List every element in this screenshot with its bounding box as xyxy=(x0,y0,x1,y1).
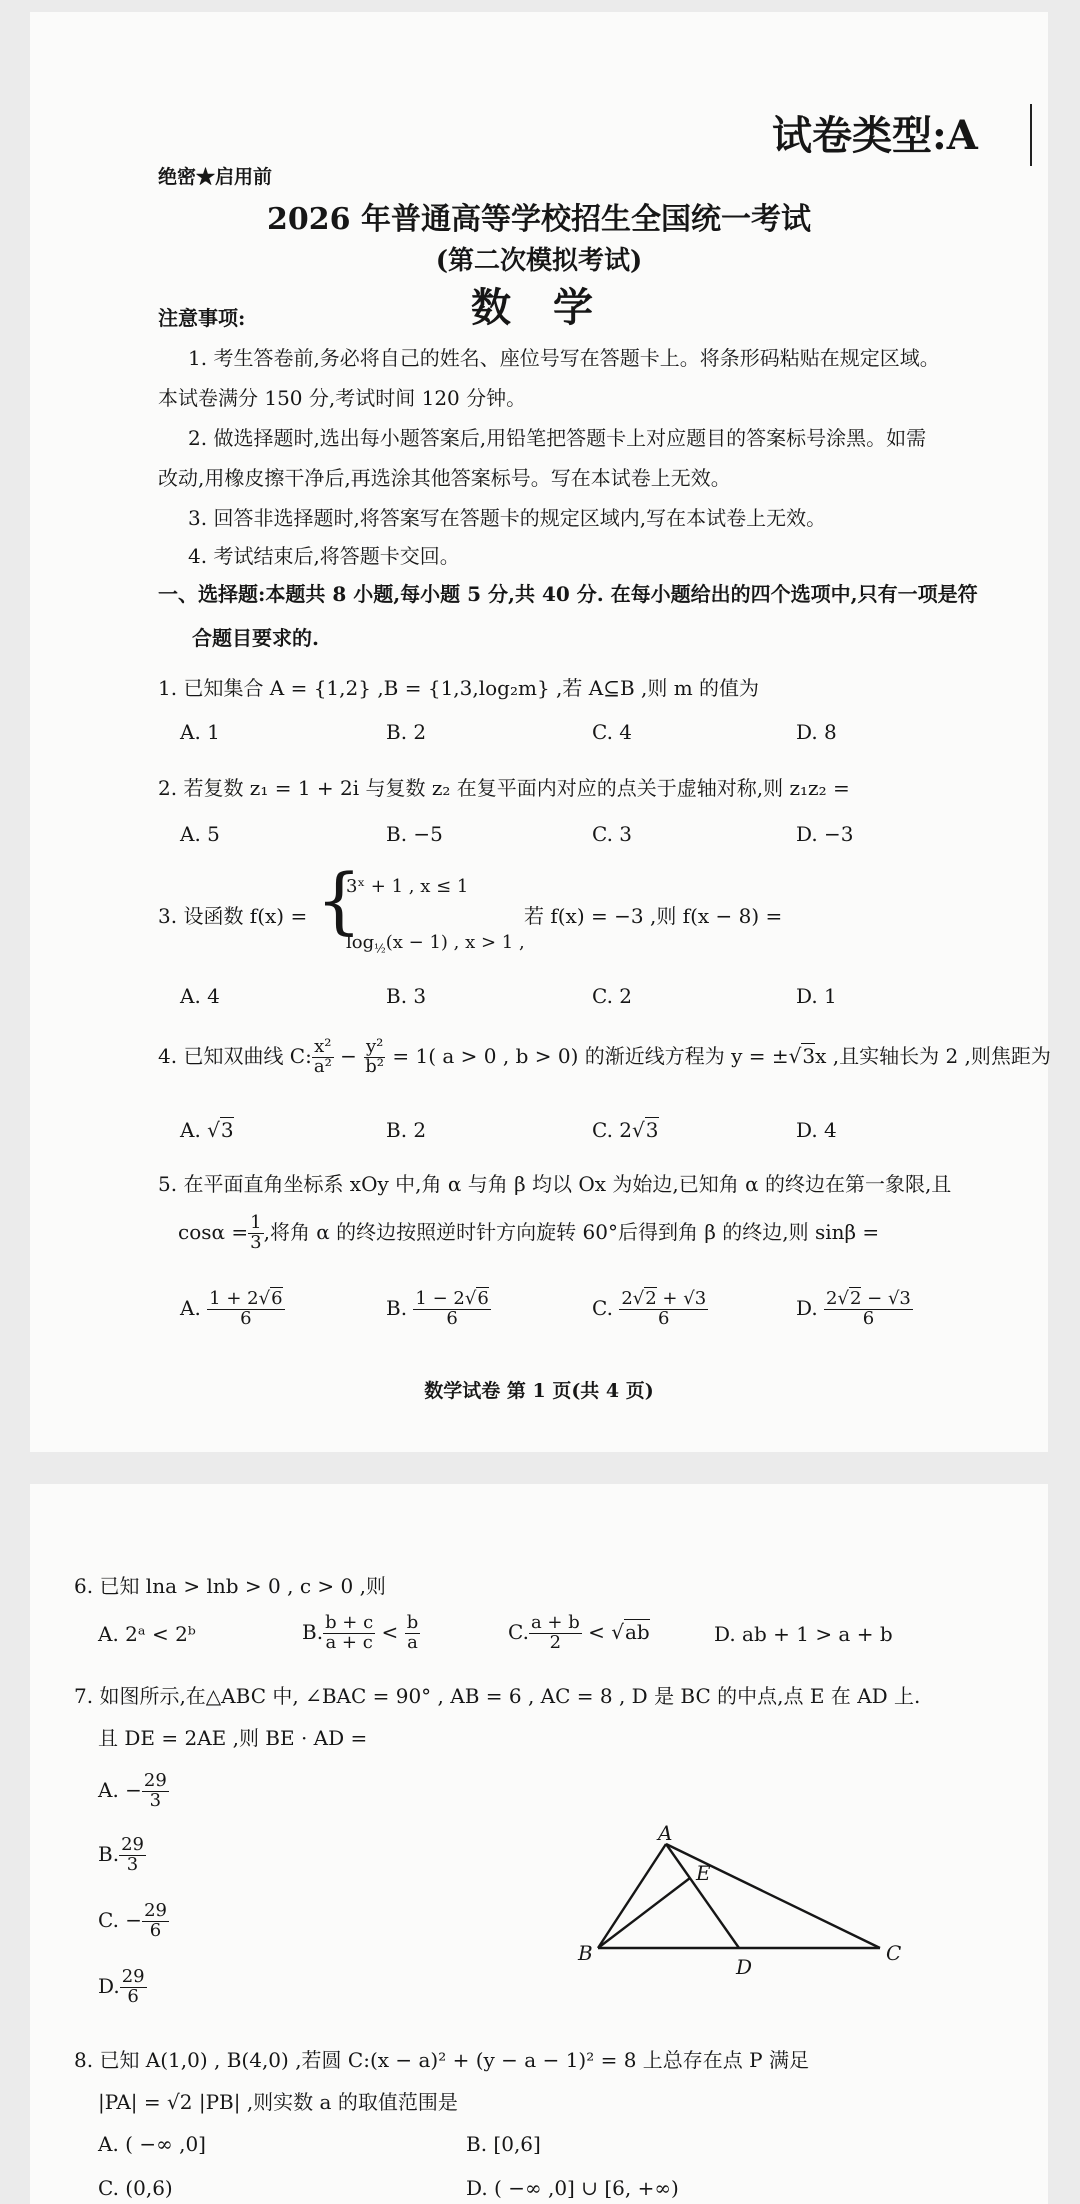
q6-option-c-lt: < xyxy=(588,1619,605,1644)
q5-option-b-label: B. xyxy=(386,1295,408,1320)
notice-item-1-cont: 本试卷满分 150 分,考试时间 120 分钟。 xyxy=(158,386,527,410)
q5-option-b-num: 1 − 2√6 xyxy=(415,1288,489,1309)
q3-option-b: B. 3 xyxy=(386,984,427,1008)
q6-option-c: C. $\frac{a + b}{2}$ < √ab xyxy=(508,1612,650,1653)
q4-option-b: B. 2 xyxy=(386,1118,427,1142)
q6-option-b-frac-1 xyxy=(323,1614,375,1653)
q5-option-a-den: 6 xyxy=(240,1307,252,1329)
notice-item-2-cont: 改动,用橡皮擦干净后,再选涂其他答案标号。写在本试卷上无效。 xyxy=(158,466,731,490)
q8-option-c: C. (0,6) xyxy=(98,2176,173,2200)
q8-option-d: D. ( −∞ ,0] ∪ [6, +∞) xyxy=(466,2176,679,2200)
segment-ad xyxy=(666,1844,739,1948)
q3-option-a: A. 4 xyxy=(180,984,220,1008)
vertex-label-b: B xyxy=(578,1941,593,1965)
q4-fraction-y xyxy=(363,1038,386,1077)
q5-option-a-num: 1 + 2√6 xyxy=(209,1288,283,1309)
notice-item-4: 4. 考试结束后,将答题卡交回。 xyxy=(188,544,460,568)
q7-option-a-frac xyxy=(142,1772,169,1811)
q5-option-d-num: 2√2 − √3 xyxy=(826,1288,911,1309)
q6-option-b-frac-2-den: a xyxy=(407,1631,418,1653)
q6-option-b-frac-2 xyxy=(405,1614,421,1653)
notice-item-1: 1. 考生答卷前,务必将自己的姓名、座位号写在答题卡上。将条形码粘贴在规定区域。 xyxy=(188,346,940,370)
q3-option-d: D. 1 xyxy=(796,984,837,1008)
q5-option-c-label: C. xyxy=(592,1295,613,1320)
q4-option-d: D. 4 xyxy=(796,1118,837,1142)
q8-option-a: A. ( −∞ ,0] xyxy=(98,2132,206,2156)
q5-option-b-radicand: 6 xyxy=(477,1288,489,1309)
q4-option-c-radicand: 3 xyxy=(645,1118,659,1142)
q7-option-d-label: D. xyxy=(98,1973,120,1998)
q5-option-b xyxy=(386,1290,491,1329)
q5-option-d-num-tail: − √3 xyxy=(861,1288,911,1309)
q5-option-c-num-tail: + √3 xyxy=(656,1288,707,1309)
confidential-mark: 绝密★启用前 xyxy=(158,166,273,188)
q4-option-a: A. √3 xyxy=(180,1118,234,1142)
q8-line-2: |PA| = √2 |PB| ,则实数 a 的取值范围是 xyxy=(98,2090,458,2114)
q7-line-1: 7. 如图所示,在△ABC 中, ∠BAC = 90° , AB = 6 , AC = 8 , D 是 BC 的中点,点 E 在 AD 上. xyxy=(74,1684,921,1708)
q7-option-d-den: 6 xyxy=(127,1985,139,2007)
q5-option-c-fraction xyxy=(619,1290,708,1329)
q5-option-c xyxy=(592,1290,708,1329)
section1-header-cont: 合题目要求的. xyxy=(192,626,319,650)
q6-option-c-radicand: ab xyxy=(624,1619,650,1644)
q3-case-2-log: log xyxy=(346,932,375,953)
q4-option-c-label: C. 2 xyxy=(592,1118,633,1142)
q4-stem: 4. 已知双曲线 C: $\frac{\text{x²}}{\text{a²}}$ − $\frac{\text{y²}}{\text{b²}}$ = 1( a > 0 , b > 0) 的渐近线方程为 y = ±√3x ,且实轴长为 2 ,则焦距为 xyxy=(158,1036,1051,1077)
q5-cos-num: 1 xyxy=(250,1212,262,1233)
q3-case-2 xyxy=(346,932,525,956)
q5-line-2 xyxy=(178,1214,879,1253)
q1-option-b: B. 2 xyxy=(386,720,427,744)
q6-option-b-frac-1-num: b + c xyxy=(325,1612,374,1633)
q6-option-b: B. $\frac{b + c}{a + c}$ < $\frac{b}{a}$ xyxy=(302,1612,419,1653)
q4-option-c: C. 2√3 xyxy=(592,1118,659,1142)
q4-frac-x-num: x² xyxy=(314,1036,332,1057)
q7-option-c xyxy=(98,1902,169,1941)
segment-be xyxy=(598,1878,690,1948)
subject-title: 数 学 xyxy=(471,284,607,331)
vertex-label-e: E xyxy=(696,1861,711,1885)
q6-option-b-frac-2-num: b xyxy=(406,1612,419,1633)
q4-frac-y-num: y² xyxy=(365,1036,384,1057)
notice-item-2: 2. 做选择题时,选出每小题答案后,用铅笔把答题卡上对应题目的答案标号涂黑。如需 xyxy=(188,426,927,450)
q6-option-d: D. ab + 1 > a + b xyxy=(714,1622,893,1646)
q1-stem: 1. 已知集合 A = {1,2} ,B = {1,3,log₂m} ,若 A⊆B ,则 m 的值为 xyxy=(158,676,760,700)
q2-option-d: D. −3 xyxy=(796,822,854,846)
q5-option-d-label: D. xyxy=(796,1295,818,1320)
q7-option-d-frac xyxy=(120,1968,147,2007)
q4-option-a-label: A. xyxy=(180,1118,208,1142)
q4-tail: x ,且实轴长为 2 ,则焦距为 xyxy=(815,1043,1051,1068)
q6-option-c-frac xyxy=(529,1614,582,1653)
paper-type-label: 试卷类型:A xyxy=(772,112,978,159)
notice-item-3: 3. 回答非选择题时,将答案写在答题卡的规定区域内,写在本试卷上无效。 xyxy=(188,506,827,530)
q5-cos-fraction xyxy=(248,1214,263,1253)
q3-brace: { xyxy=(316,858,362,942)
page-edge-mark xyxy=(1030,104,1032,166)
q6-option-c-num: a + b xyxy=(530,1612,580,1633)
exam-page-1 xyxy=(30,12,1051,1452)
q8-option-b: B. [0,6] xyxy=(466,2132,541,2156)
q4-frac-x-den: a² xyxy=(313,1055,332,1077)
q5-option-d-radicand: 2 xyxy=(849,1288,862,1309)
vertex-label-d: D xyxy=(736,1955,753,1979)
q7-option-c-frac xyxy=(142,1902,169,1941)
q5-option-a-fraction xyxy=(207,1290,284,1329)
q4-option-a-radicand: 3 xyxy=(220,1118,234,1142)
q5-option-c-num: 2√2 + √3 xyxy=(621,1288,707,1309)
q4-lead: 4. 已知双曲线 C: xyxy=(158,1043,312,1068)
q4-sqrt-3: 3 xyxy=(802,1043,816,1068)
segment-ac xyxy=(666,1844,880,1948)
q5-option-c-num-part: 2 xyxy=(621,1288,633,1309)
q5-option-d-num-part: 2 xyxy=(826,1288,838,1309)
q4-fraction-x xyxy=(312,1038,334,1077)
q6-option-b-frac-1-den: a + c xyxy=(325,1631,373,1653)
q7-option-d-num: 29 xyxy=(121,1966,145,1987)
q7-option-a xyxy=(98,1772,169,1811)
q3-tail: 若 f(x) = −3 ,则 f(x − 8) = xyxy=(524,904,783,928)
section1-header: 一、选择题:本题共 8 小题,每小题 5 分,共 40 分. 在每小题给出的四个选项中,只有一项是符 xyxy=(158,582,978,606)
q4-frac-y-den: b² xyxy=(365,1055,385,1077)
q1-option-d: D. 8 xyxy=(796,720,837,744)
q5-cos-lead: cosα = xyxy=(178,1219,249,1244)
q1-option-a: A. 1 xyxy=(180,720,220,744)
q7-option-b-frac xyxy=(119,1836,146,1875)
q7-option-c-label: C. − xyxy=(98,1907,143,1932)
q8-line-1: 8. 已知 A(1,0) , B(4,0) ,若圆 C:(x − a)² + (y − a − 1)² = 8 上总存在点 P 满足 xyxy=(74,2048,809,2072)
exam-title: 2026 年普通高等学校招生全国统一考试 xyxy=(267,202,811,237)
q6-option-c-den: 2 xyxy=(549,1631,562,1653)
q7-option-d xyxy=(98,1968,147,2007)
q5-option-a-radicand: 6 xyxy=(271,1288,283,1309)
q5-option-a-num-part: 1 + 2 xyxy=(209,1288,259,1309)
vertex-label-c: C xyxy=(886,1941,902,1965)
q2-stem: 2. 若复数 z₁ = 1 + 2i 与复数 z₂ 在复平面内对应的点关于虚轴对称,则 z₁z₂ = xyxy=(158,776,850,800)
q6-option-b-label: B. xyxy=(302,1619,324,1644)
exam-subtitle: (第二次模拟考试) xyxy=(435,246,643,276)
q7-option-a-den: 3 xyxy=(149,1789,162,1811)
q7-option-b xyxy=(98,1836,146,1875)
q3-lead: 3. 设函数 f(x) = xyxy=(158,904,308,928)
segment-ab xyxy=(598,1844,666,1948)
q5-option-c-den: 6 xyxy=(658,1307,670,1329)
q2-option-c: C. 3 xyxy=(592,822,633,846)
q3-option-c: C. 2 xyxy=(592,984,633,1008)
q2-option-a: A. 5 xyxy=(180,822,220,846)
q5-option-d-fraction xyxy=(824,1290,913,1329)
q7-option-c-den: 6 xyxy=(149,1919,162,1941)
q3-case-1: 3ˣ + 1 , x ≤ 1 xyxy=(346,876,469,897)
q5-option-b-num-part: 1 − 2 xyxy=(415,1288,465,1309)
q7-option-b-num: 29 xyxy=(121,1834,144,1855)
q3-case-2-rest: (x − 1) , x > 1 , xyxy=(385,932,525,953)
q4-mid: = 1( a > 0 , b > 0) 的渐近线方程为 y = ± xyxy=(386,1043,789,1068)
exam-page-2 xyxy=(30,1484,1048,2204)
q7-line-2: 且 DE = 2AE ,则 BE · AD = xyxy=(98,1726,368,1750)
q5-option-b-fraction xyxy=(413,1290,490,1329)
q5-line-1: 5. 在平面直角坐标系 xOy 中,角 α 与角 β 均以 Ox 为始边,已知角 α 的终边在第一象限,且 xyxy=(158,1172,952,1196)
notice-heading: 注意事项: xyxy=(158,306,246,330)
q6-stem: 6. 已知 lna > lnb > 0 , c > 0 ,则 xyxy=(74,1574,386,1598)
q7-option-c-num: 29 xyxy=(144,1900,167,1921)
vertex-label-a: A xyxy=(658,1824,673,1845)
q5-option-c-radicand: 2 xyxy=(645,1288,657,1309)
q5-option-a-label: A. xyxy=(180,1295,201,1320)
q7-option-b-label: B. xyxy=(98,1841,120,1866)
q6-option-a: A. 2ᵃ < 2ᵇ xyxy=(98,1622,196,1646)
q7-option-b-den: 3 xyxy=(126,1853,139,1875)
q3-case-2-base: ½ xyxy=(374,941,386,956)
q5-option-a xyxy=(180,1290,285,1329)
q7-option-a-num: 29 xyxy=(143,1770,167,1791)
q5-option-d xyxy=(796,1290,913,1329)
q7-triangle-figure xyxy=(570,1824,910,1984)
q5-cos-den: 3 xyxy=(250,1231,262,1253)
q6-option-c-label: C. xyxy=(508,1619,529,1644)
q2-option-b: B. −5 xyxy=(386,822,443,846)
q5-line-2-tail: ,将角 α 的终边按照逆时针方向旋转 60°后得到角 β 的终边,则 sinβ = xyxy=(263,1219,880,1244)
q1-option-c: C. 4 xyxy=(592,720,633,744)
q5-option-d-den: 6 xyxy=(862,1307,875,1329)
q5-option-b-den: 6 xyxy=(446,1307,458,1329)
page-1-footer: 数学试卷 第 1 页(共 4 页) xyxy=(424,1380,654,1402)
q7-option-a-label: A. − xyxy=(98,1777,142,1802)
